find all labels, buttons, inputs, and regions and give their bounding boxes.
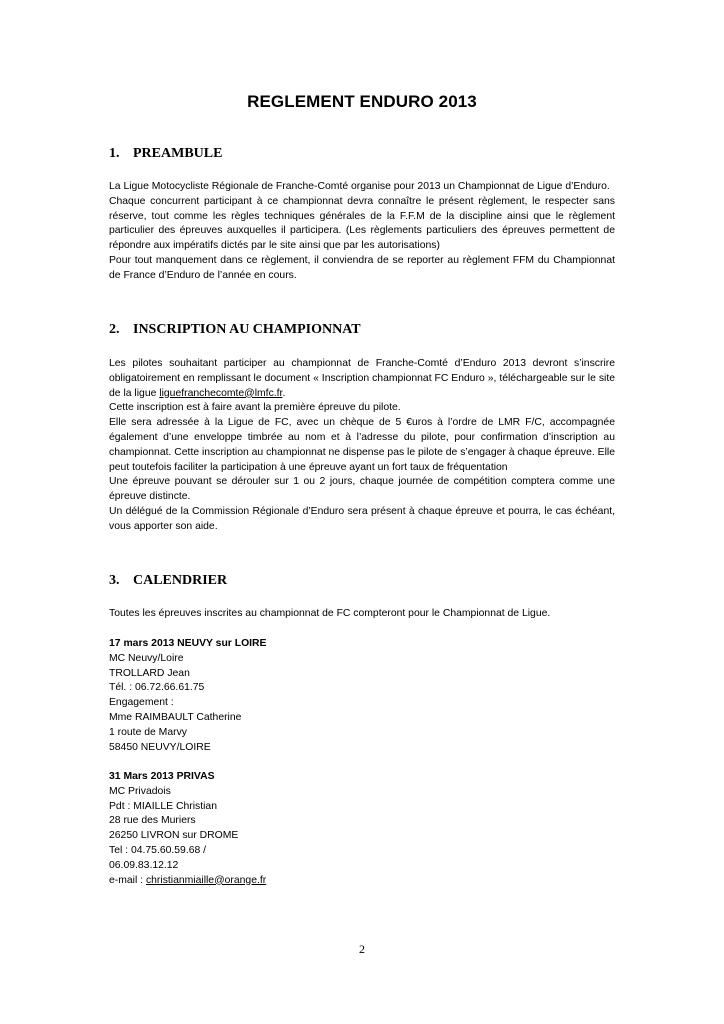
email-link[interactable]: christianmiaille@orange.fr — [145, 874, 267, 886]
document-title: REGLEMENT ENDURO 2013 — [247, 92, 477, 111]
paragraph: Toutes les épreuves inscrites au championnat de FC compteront pour le Championnat de Ligue. — [109, 608, 551, 619]
event-title: 17 mars 2013 NEUVY sur LOIRE — [109, 638, 267, 649]
section-title: INSCRIPTION AU CHAMPIONNAT — [133, 322, 361, 337]
section-number: 1. — [109, 146, 120, 161]
paragraph: La Ligue Motocycliste Régionale de Franche-Comté organise pour 2013 un Championnat de Ligue d’Enduro. — [109, 181, 610, 192]
paragraph: Un délégué de la Commission Régionale d’Enduro sera présent à chaque épreuve et pourra, le cas échéant, vous apporter son aide. — [109, 505, 615, 532]
event-line: Engagement : — [109, 697, 174, 709]
section-heading-inscription — [109, 322, 361, 338]
event-line: Mme RAIMBAULT Catherine — [109, 711, 242, 723]
page-number: 2 — [359, 942, 365, 956]
paragraph-text: Les pilotes souhaitant participer au championnat de Franche-Comté d’Enduro 2013 devront s’inscrire obligatoirement en remplissant le document « Inscription championnat FC Enduro », téléchargeable sur le site de la ligue — [109, 358, 615, 399]
event-title: 31 Mars 2013 PRIVAS — [109, 771, 215, 782]
calendrier-intro — [109, 607, 615, 622]
paragraph — [109, 357, 615, 401]
event-line: Pdt : MIAILLE Christian — [109, 800, 217, 812]
paragraph-text: . — [282, 387, 286, 399]
paragraph: Pour tout manquement dans ce règlement, il conviendra de se reporter au règlement FFM du Championnat de France d’Enduro de l’année en cours. — [109, 254, 615, 281]
preambule-body — [109, 180, 615, 284]
paragraph: Chaque concurrent participant à ce championnat devra connaître le présent règlement, le respecter sans réserve, tout comme les règles techniques générales de la F.F.M de la discipline ainsi que le règlement particulier des épreuves auxquelles il participera. (Les règlements particuliers des épreuves permettent de répondre aux impératifs dictés par le site ainsi que par les autorisations) — [109, 195, 615, 252]
section-number: 2. — [109, 322, 120, 337]
event-line: 1 route de Marvy — [109, 726, 187, 738]
event-line: 28 rue des Muriers — [109, 815, 196, 827]
event-line: MC Neuvy/Loire — [109, 652, 184, 664]
event-line: Tél. : 06.72.66.61.75 — [109, 682, 205, 694]
event-email-line — [109, 874, 615, 889]
section-number: 3. — [109, 573, 120, 588]
email-prefix: e-mail : — [109, 874, 146, 886]
paragraph: Une épreuve pouvant se dérouler sur 1 ou 2 jours, chaque journée de compétition comptera comme une épreuve distincte. — [109, 476, 615, 503]
inscription-body — [109, 357, 615, 535]
event-privas — [109, 770, 615, 888]
event-line: Tel : 04.75.60.59.68 / — [109, 844, 207, 856]
section-heading-preambule — [109, 146, 222, 162]
event-neuvy — [109, 637, 615, 755]
event-line: 26250 LIVRON sur DROME — [109, 830, 239, 842]
event-line: MC Privadois — [109, 785, 171, 797]
ligue-link[interactable]: liguefranchecomte@lmfc.fr — [159, 387, 283, 399]
event-line: TROLLARD Jean — [109, 667, 190, 679]
event-line: 58450 NEUVY/LOIRE — [109, 741, 211, 753]
section-title: CALENDRIER — [133, 573, 228, 588]
paragraph: Cette inscription est à faire avant la première épreuve du pilote. — [109, 402, 401, 414]
section-title: PREAMBULE — [133, 146, 223, 161]
paragraph: Elle sera adressée à la Ligue de FC, avec un chèque de 5 €uros à l’ordre de LMR F/C, accompagnée également d’une enveloppe timbrée au nom et à l’adresse du pilote, pour confirmation d’inscription au championnat. Cette inscription au championnat ne dispense pas le pilote de s’engager à chaque épreuve. Elle peut toutefois faciliter la participation à une épreuve ayant un fort taux de fréquentation — [109, 417, 616, 473]
event-line: 06.09.83.12.12 — [109, 859, 179, 871]
section-heading-calendrier — [109, 573, 227, 589]
